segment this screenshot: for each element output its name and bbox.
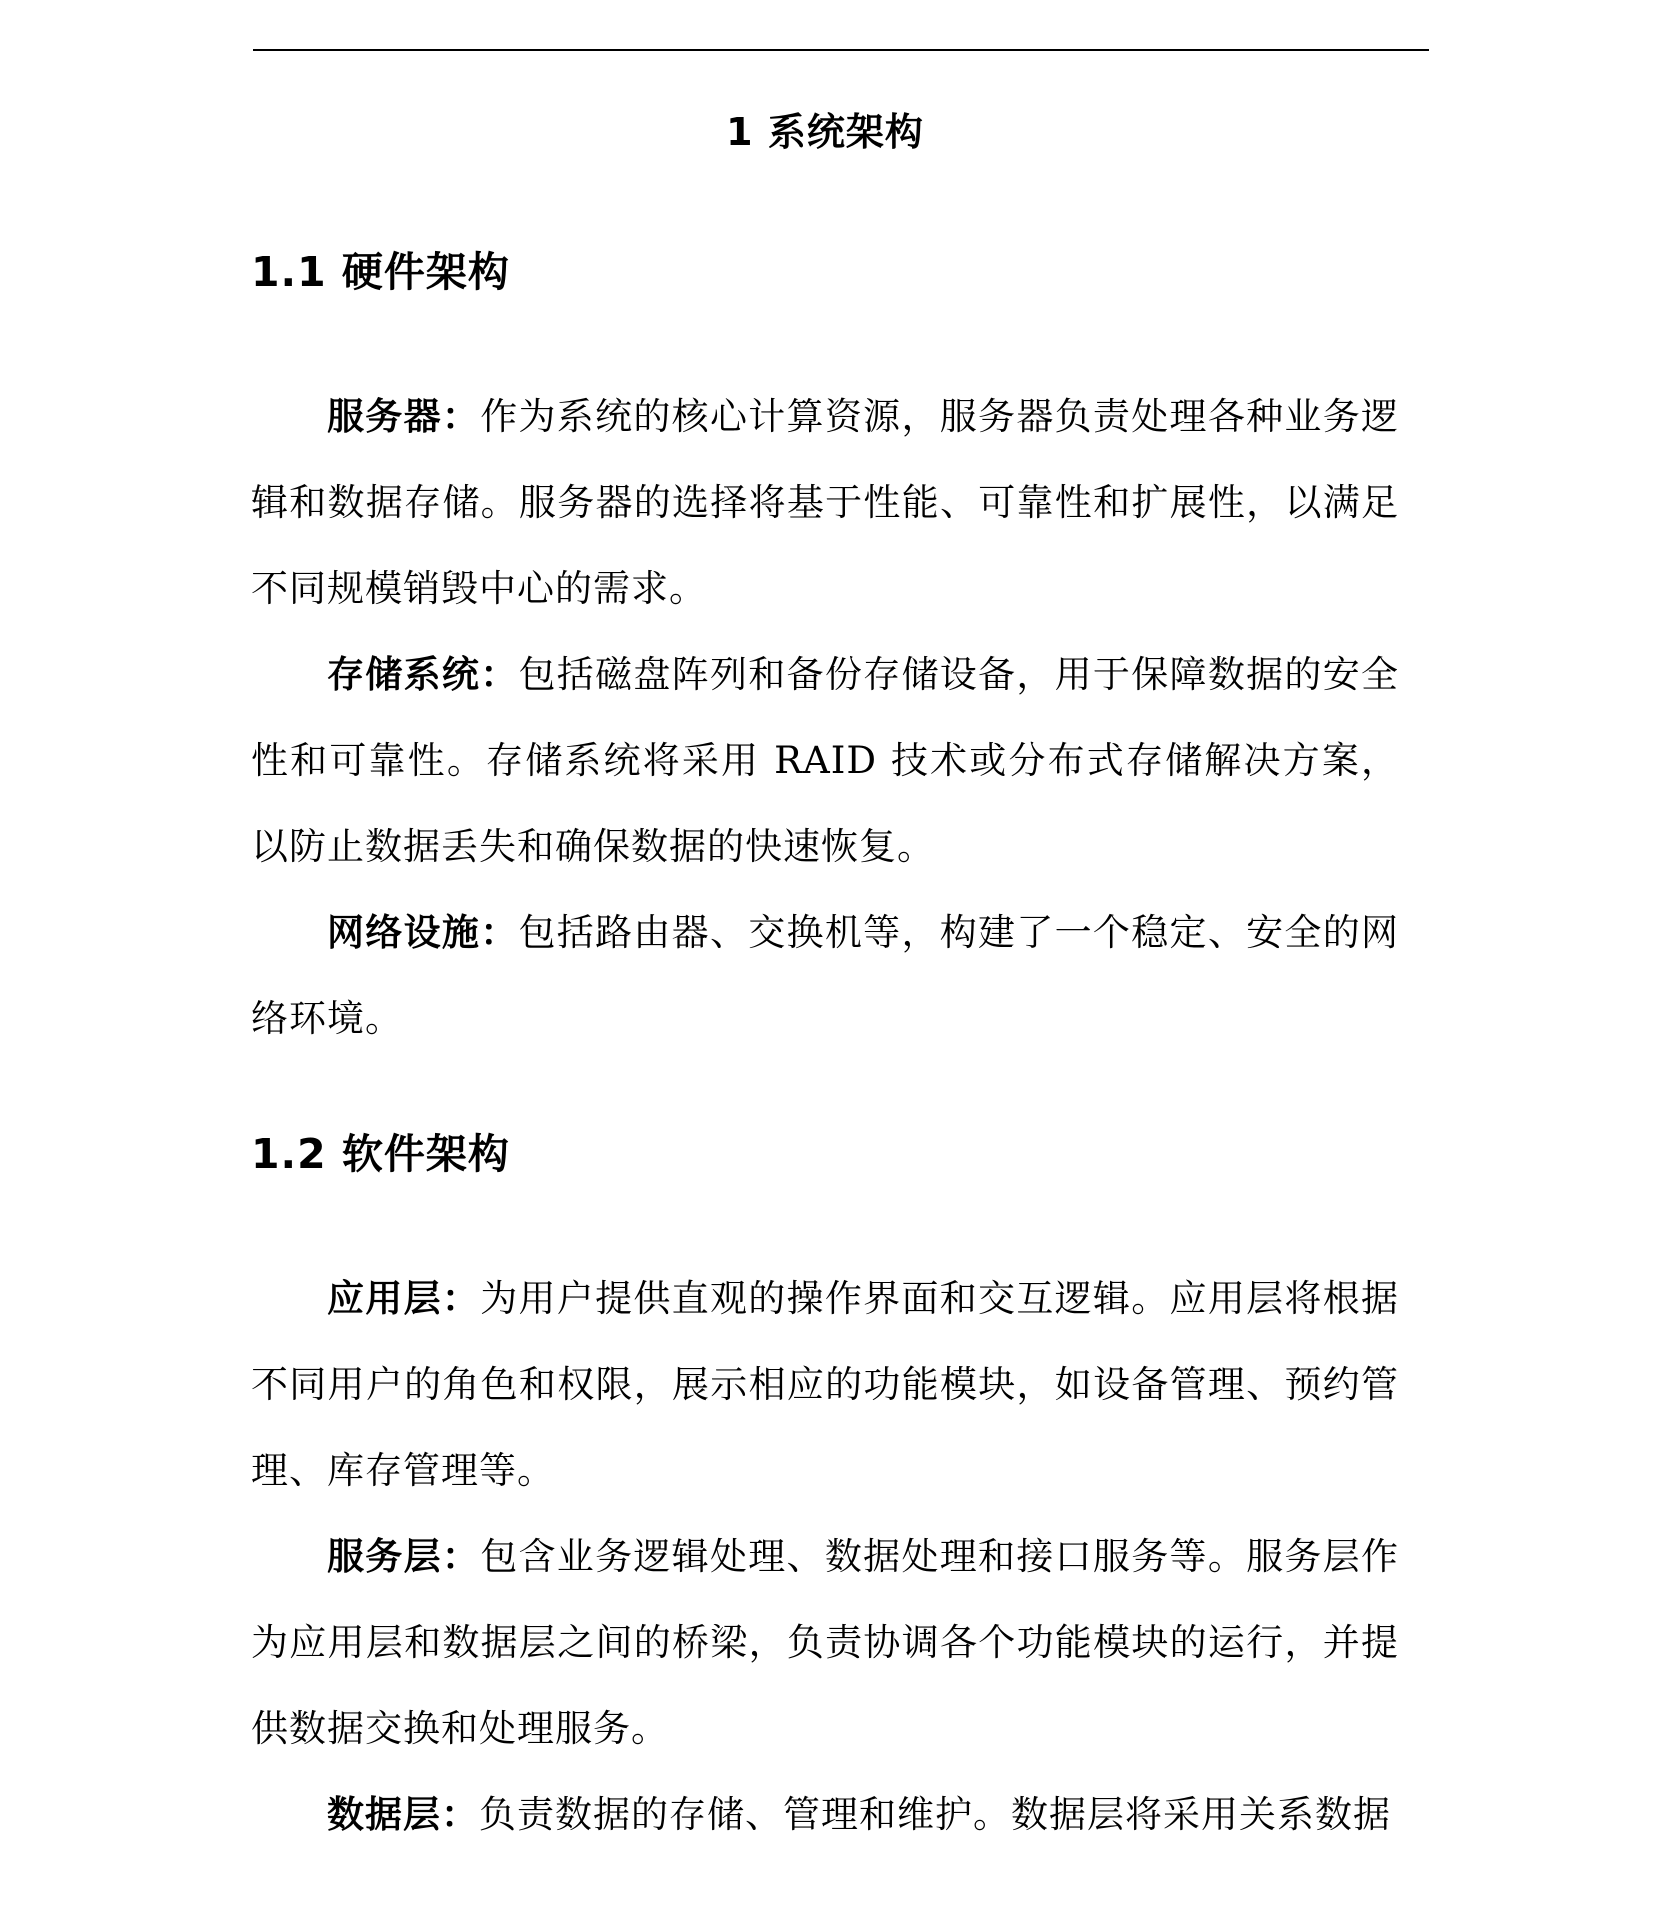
paragraph-text: 作为系统的核心计算资源，服务器负责处理各种业务逻辑和数据存储。服务器的选择将基于性能、可靠性和扩展性，以满足不同规模销毁中心的需求。 bbox=[251, 395, 1400, 610]
document-body bbox=[251, 100, 1399, 1858]
term-colon: ： bbox=[441, 395, 481, 438]
term-data-layer: 数据层 bbox=[327, 1793, 441, 1836]
term-colon: ： bbox=[480, 653, 519, 696]
term-network: 网络设施 bbox=[327, 911, 481, 954]
section-gap bbox=[251, 1062, 1399, 1122]
paragraph-service-layer bbox=[251, 1514, 1399, 1772]
header-rule bbox=[253, 49, 1429, 51]
paragraph-text: 包含业务逻辑处理、数据处理和接口服务等。服务层作为应用层和数据层之间的桥梁，负责协调各个功能模块的运行，并提供数据交换和处理服务。 bbox=[251, 1535, 1400, 1750]
term-colon: ： bbox=[441, 1277, 481, 1320]
paragraph-storage bbox=[251, 632, 1399, 890]
term-server: 服务器 bbox=[327, 395, 442, 438]
term-colon: ： bbox=[480, 911, 519, 954]
paragraph-data-layer bbox=[251, 1772, 1399, 1858]
paragraph-application-layer bbox=[251, 1256, 1399, 1514]
paragraph-network bbox=[251, 890, 1399, 1062]
term-colon: ： bbox=[441, 1535, 481, 1578]
paragraph-text: 包括路由器、交换机等，构建了一个稳定、安全的网络环境。 bbox=[251, 911, 1400, 1040]
term-application-layer: 应用层 bbox=[327, 1277, 442, 1320]
section-title-software: 1.2 软件架构 bbox=[251, 1130, 510, 1178]
term-service-layer: 服务层 bbox=[327, 1535, 442, 1578]
section-title-hardware: 1.1 硬件架构 bbox=[251, 248, 510, 296]
term-storage: 存储系统 bbox=[327, 653, 481, 696]
paragraph-text: 包括磁盘阵列和备份存储设备，用于保障数据的安全性和可靠性。存储系统将采用 RAID 技术或分布式存储解决方案，以防止数据丢失和确保数据的快速恢复。 bbox=[251, 653, 1400, 868]
paragraph-text: 为用户提供直观的操作界面和交互逻辑。应用层将根据不同用户的角色和权限，展示相应的功能模块，如设备管理、预约管理、库存管理等。 bbox=[251, 1277, 1400, 1492]
paragraph-server bbox=[251, 374, 1399, 632]
paragraph-text: 负责数据的存储、管理和维护。数据层将采用关系数据 bbox=[479, 1793, 1391, 1836]
chapter-title: 1 系统架构 bbox=[726, 110, 924, 154]
term-colon: ： bbox=[441, 1793, 479, 1836]
